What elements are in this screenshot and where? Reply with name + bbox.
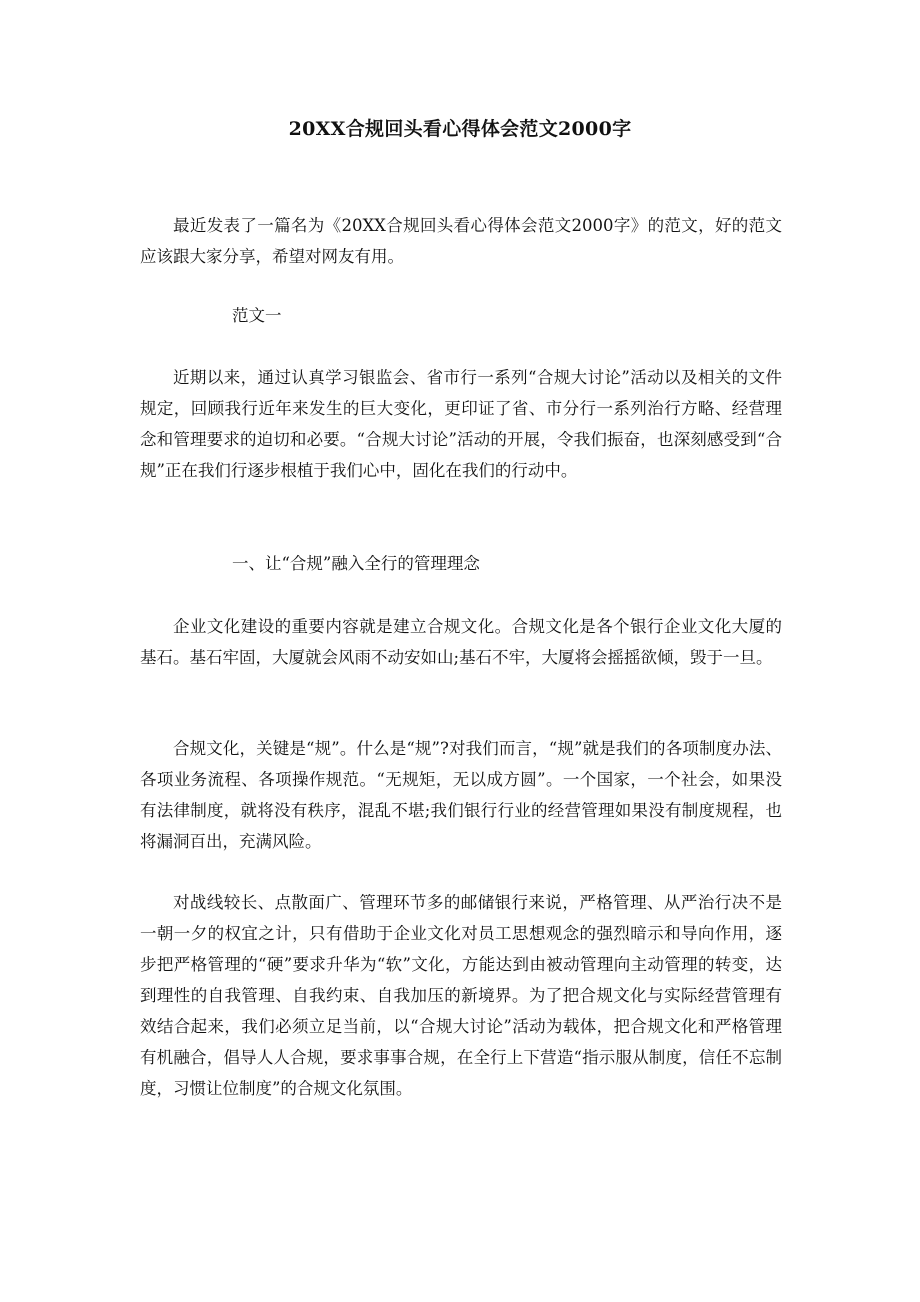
paragraph-4: 对战线较长、点散面广、管理环节多的邮储银行来说，严格管理、从严治行决不是一朝一夕的权宜之计，只有借助于企业文化对员工思想观念的强烈暗示和导向作用，逐步把严格管理的“硬”要求升华为“软”文化，方能达到由被动管理向主动管理的转变，达到理性的自我管理、自我约束、自我加压的新境界。为了把合规文化与实际经营管理有效结合起来，我们必须立足当前，以“合规大讨论”活动为载体，把合规文化和严格管理有机融合，倡导人人合规，要求事事合规，在全行上下营造“指示服从制度，信任不忘制度，习惯让位制度”的合规文化氛围。	[140, 893, 782, 1098]
section-label: 范文一	[232, 306, 282, 325]
section-heading-1: 一、让“合规”融入全行的管理理念	[232, 554, 480, 573]
paragraph-2: 企业文化建设的重要内容就是建立合规文化。合规文化是各个银行企业文化大厦的基石。基石牢固，大厦就会风雨不动安如山;基石不牢，大厦将会摇摇欲倾，毁于一旦。	[140, 617, 782, 667]
paragraph-3: 合规文化，关键是“规”。什么是“规”?对我们而言，“规”就是我们的各项制度办法、各项业务流程、各项操作规范。“无规矩，无以成方圆”。一个国家，一个社会，如果没有法律制度，就将没有秩序，混乱不堪;我们银行行业的经营管理如果没有制度规程，也将漏洞百出，充满风险。	[140, 739, 782, 851]
document-title: 20XX合规回头看心得体会范文2000字	[288, 118, 632, 140]
intro-paragraph: 最近发表了一篇名为《20XX合规回头看心得体会范文2000字》的范文，好的范文应该跟大家分享，希望对网友有用。	[140, 216, 782, 266]
paragraph-1: 近期以来，通过认真学习银监会、省市行一系列“合规大讨论”活动以及相关的文件规定，回顾我行近年来发生的巨大变化，更印证了省、市分行一系列治行方略、经营理念和管理要求的迫切和必要。“合规大讨论”活动的开展，令我们振奋，也深刻感受到“合规”正在我们行逐步根植于我们心中，固化在我们的行动中。	[140, 368, 782, 480]
